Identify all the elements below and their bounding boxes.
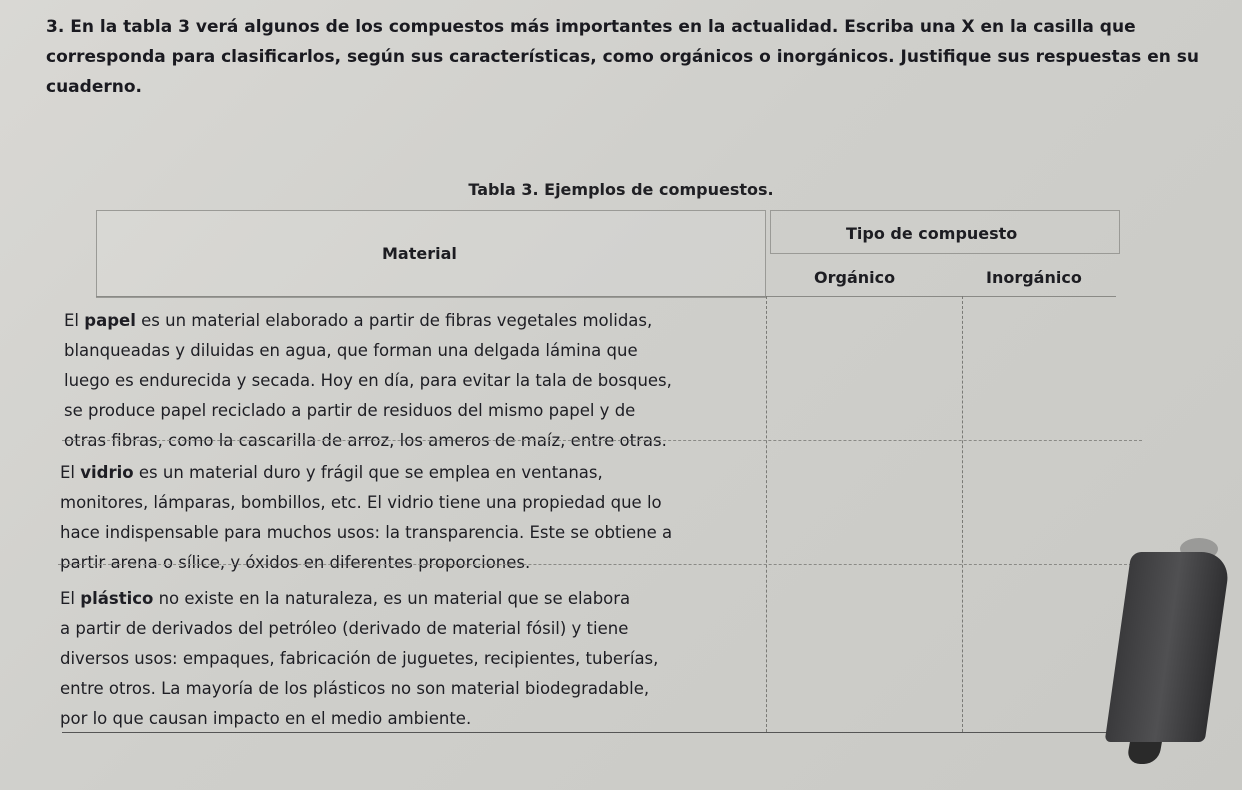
row-line: hace indispensable para muchos usos: la transparencia. Este se obtiene a (60, 523, 673, 542)
column-divider (962, 296, 963, 732)
inorganico-cell-papel[interactable] (966, 296, 1142, 440)
row-divider (58, 564, 1142, 565)
row-line: entre otros. La mayoría de los plásticos no son material biodegradable, (60, 679, 650, 698)
header-inorganico: Inorgánico (986, 268, 1082, 287)
table-row (60, 584, 760, 734)
row-line: a partir de derivados del petróleo (derivado de material fósil) y tiene (60, 619, 629, 638)
header-organico: Orgánico (814, 268, 896, 287)
row-lead: vidrio (80, 463, 134, 482)
row-line: blanqueadas y diluidas en agua, que forman una delgada lámina que (64, 341, 638, 360)
row-line: luego es endurecida y secada. Hoy en día, para evitar la tala de bosques, (64, 371, 672, 390)
row-divider (96, 296, 1116, 297)
row-prefix: El (64, 311, 85, 330)
inorganico-cell-vidrio[interactable] (966, 442, 1142, 564)
row-line: diversos usos: empaques, fabricación de juguetes, recipientes, tuberías, (60, 649, 659, 668)
row-lead: papel (84, 311, 136, 330)
instruction-number: 3. (46, 17, 65, 37)
instruction-text: En la tabla 3 verá algunos de los compuestos más importantes en la actualidad. Escriba una X en la casilla que corresponda para clasificarlos, según sus características, como orgánicos o inorgánicos. Justifique sus respuestas en su cuaderno. (46, 17, 1199, 97)
column-divider (766, 296, 767, 732)
table-caption: Tabla 3. Ejemplos de compuestos. (468, 180, 774, 199)
row-line: por lo que causan impacto en el medio ambiente. (60, 709, 472, 728)
row-line: no existe en la naturaleza, es un material que se elabora (153, 589, 631, 608)
row-prefix: El (60, 463, 81, 482)
row-line: otras fibras, como la cascarilla de arroz, los ameros de maíz, entre otras. (64, 431, 667, 450)
row-divider (62, 440, 1142, 441)
row-line: es un material duro y frágil que se emplea en ventanas, (133, 463, 603, 482)
row-divider (62, 732, 1112, 733)
row-line: es un material elaborado a partir de fibras vegetales molidas, (135, 311, 653, 330)
row-prefix: El (60, 589, 81, 608)
row-line: partir arena o sílice, y óxidos en diferentes proporciones. (60, 553, 531, 572)
table-row (64, 306, 764, 456)
pencil-lead (1126, 742, 1162, 764)
table-row (60, 458, 760, 578)
pencil-body (1105, 552, 1232, 742)
row-line: se produce papel reciclado a partir de residuos del mismo papel y de (64, 401, 636, 420)
organico-cell-papel[interactable] (768, 296, 964, 440)
organico-cell-plastico[interactable] (768, 566, 964, 732)
row-line: monitores, lámparas, bombillos, etc. El vidrio tiene una propiedad que lo (60, 493, 662, 512)
inorganico-cell-plastico[interactable] (966, 566, 1116, 732)
organico-cell-vidrio[interactable] (768, 442, 964, 564)
instruction (46, 12, 1216, 102)
row-lead: plástico (80, 589, 154, 608)
header-material: Material (382, 244, 457, 263)
header-tipo: Tipo de compuesto (846, 224, 1018, 243)
